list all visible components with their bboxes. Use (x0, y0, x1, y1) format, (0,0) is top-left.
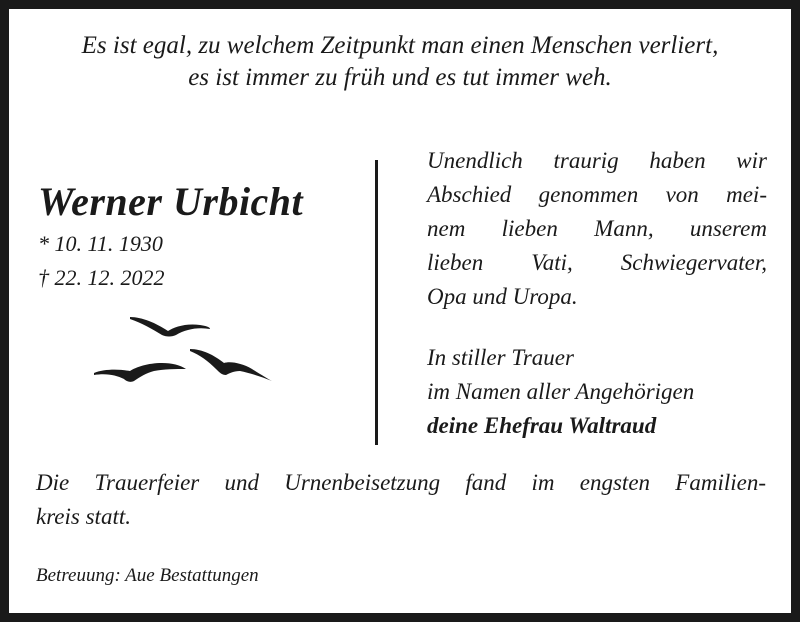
message-word: mei- (726, 182, 767, 207)
message-line-3 (427, 212, 767, 246)
death-date: † 22. 12. 2022 (38, 265, 165, 290)
funeral-home-credit: Betreuung: Aue Bestattungen (36, 565, 259, 586)
message-word: haben (649, 148, 706, 173)
column-divider (375, 160, 378, 445)
notice-line-1 (36, 466, 766, 500)
notice-word: engsten (579, 470, 651, 495)
message-word: wir (736, 148, 767, 173)
notice-line-2: kreis statt. (36, 504, 131, 529)
motto-line-2: es ist immer zu früh und es tut immer weh. (188, 64, 612, 91)
notice-word: Familien- (675, 470, 766, 495)
message-word: unserem (689, 216, 767, 241)
message-word: lieben (427, 250, 484, 275)
bird-3 (94, 363, 186, 382)
message-word: Opa und Uropa. (427, 284, 578, 309)
notice-word: im (531, 470, 555, 495)
closing-line-2: im Namen aller Angehörigen (427, 379, 695, 404)
birth-date: * 10. 11. 1930 (38, 231, 163, 256)
bird-2 (190, 349, 272, 381)
message-line-1 (427, 144, 767, 178)
signature: deine Ehefrau Waltraud (427, 413, 657, 438)
deceased-name: Werner Urbicht (38, 179, 304, 224)
closing-line-1: In stiller Trauer (427, 345, 574, 370)
notice-word: Die (36, 470, 70, 495)
flying-birds-icon (90, 305, 280, 390)
message-word: Schwiegervater, (620, 250, 767, 275)
ceremony-notice (36, 466, 766, 534)
message-word: nem (427, 216, 466, 241)
message-line-5 (427, 280, 767, 314)
message-word: Vati, (531, 250, 573, 275)
message-gap (427, 314, 767, 341)
message-word: genommen (538, 182, 639, 207)
bird-1 (130, 317, 210, 337)
motto-line-1: Es ist egal, zu welchem Zeitpunkt man einen Menschen verliert, (81, 32, 719, 59)
message-word: traurig (553, 148, 619, 173)
message-line-4 (427, 246, 767, 280)
message-line-2 (427, 178, 767, 212)
message-word: von (665, 182, 699, 207)
notice-word: Urnenbeisetzung (284, 470, 441, 495)
message-word: Unendlich (427, 148, 523, 173)
message-word: Mann, (594, 216, 654, 241)
message-block (427, 144, 767, 443)
message-word: Abschied (427, 182, 512, 207)
motto (20, 30, 780, 94)
message-word: lieben (501, 216, 558, 241)
notice-word: fand (465, 470, 507, 495)
notice-word: Trauerfeier (94, 470, 200, 495)
notice-word: und (224, 470, 259, 495)
